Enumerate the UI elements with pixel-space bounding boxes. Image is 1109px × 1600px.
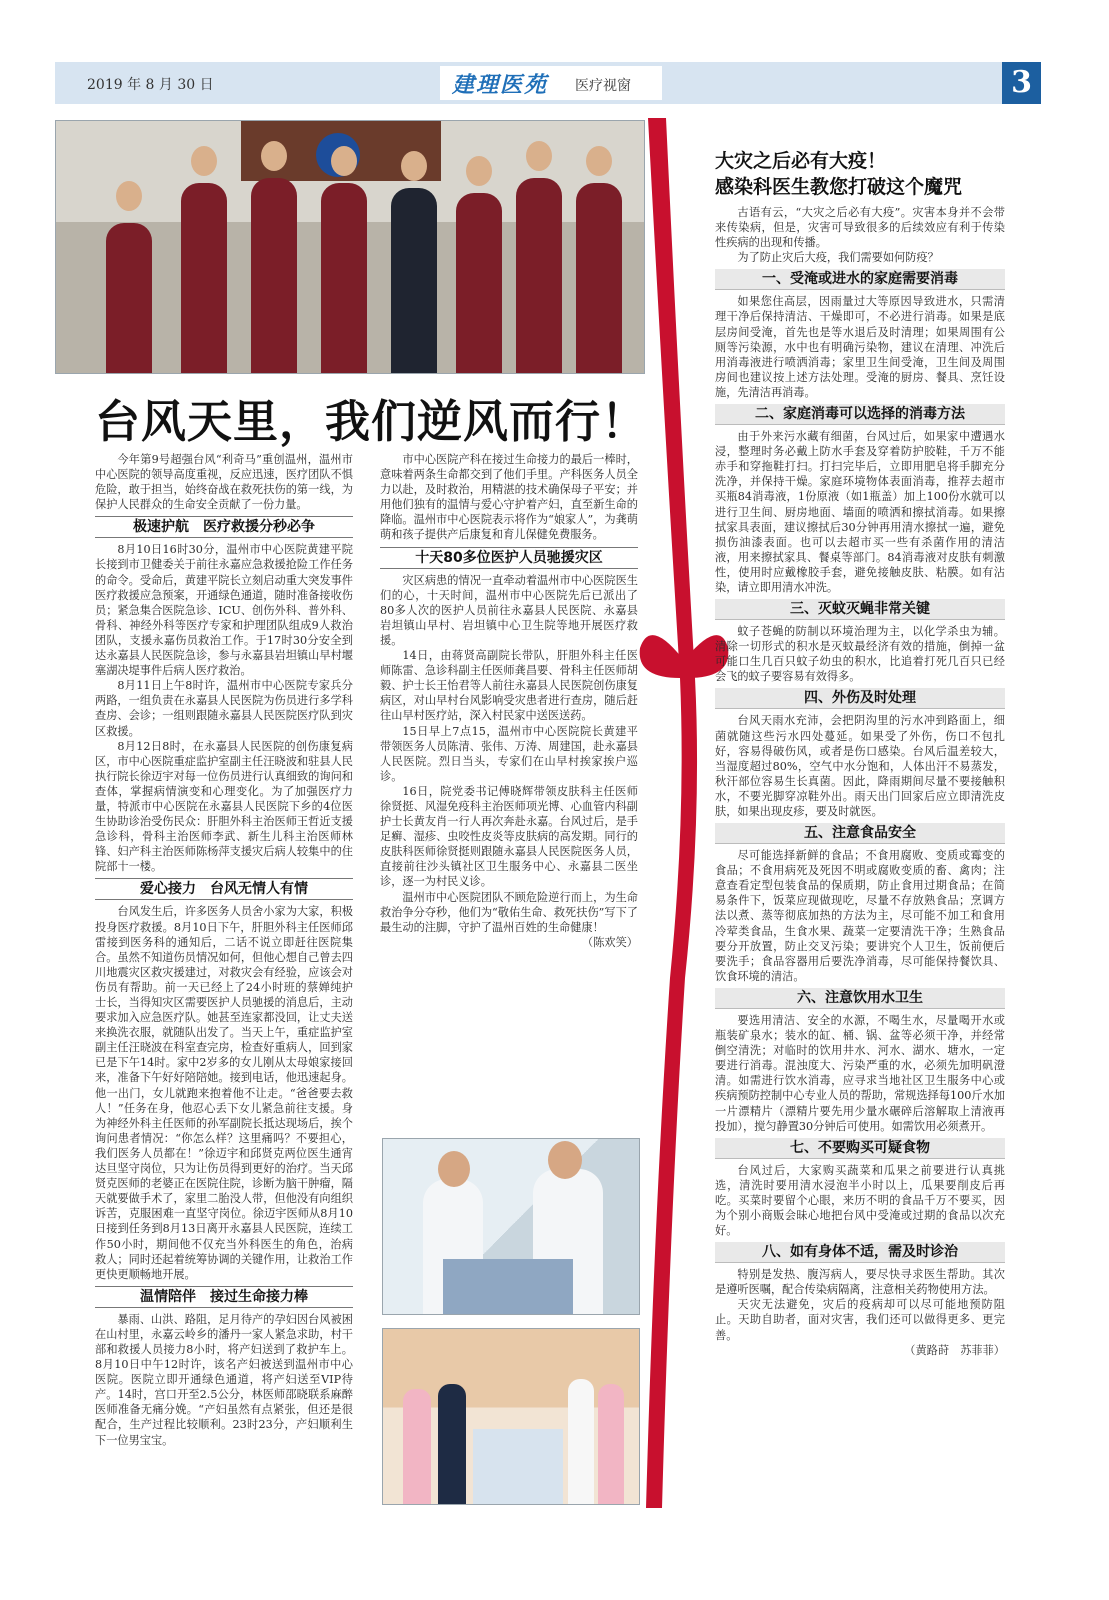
paragraph: 15日早上7点15，温州市中心医院院长黄建平带领医务人员陈清、张伟、万涛、周建国，赴永嘉县人民医院。烈日当头，专家们在山早村挨家挨户巡诊。 xyxy=(380,724,638,783)
side-intro: 为了防止灾后大疫，我们需要如何防疫？ xyxy=(737,251,939,265)
article-author: （陈欢笑） xyxy=(582,935,638,949)
side-article-title xyxy=(715,148,1035,200)
paragraph: 温州市中心医院团队不顾危险逆行而上，为生命救治争分夺秒，他们为“敬佑生命、救死扶伤”写下了最生动的注脚，守护了温州百姓的生命健康！ xyxy=(380,890,638,934)
side-section-heading: 八、如有身体不适，需及时诊治 xyxy=(715,1242,1005,1263)
subhead-ten-days: 十天80多位医护人员驰援灾区 xyxy=(380,547,638,569)
maternity-photo xyxy=(382,1328,640,1505)
side-section-heading: 一、受淹或进水的家庭需要消毒 xyxy=(715,269,1005,290)
paragraph: 台风发生后，许多医务人员舍小家为大家，积极投身医疗救援。8月10日下午，肝胆外科主任医师邱雷接到医务科的通知后，二话不说立即赶往医院集合。虽然不知道伤员情况如何，但他心想自己曾去四川地震灾区救灾援建过，对救灾会有经验，应该会对伤员有帮助。前一天已经上了24小时班的蔡婵纯护士长，当得知灾区需要医护人员驰援的消息后，主动要求加入应急医疗队。她甚至连家都没回，让丈夫送来换洗衣服，就随队出发了。当天上午，重症监护室副主任汪晓波在科室查完房，检查好重病人，回到家已是下午14时。家中2岁多的女儿刚从太母娘家接回来，准备下午好好陪陪她。接到电话，他迅速起身。他一出门，女儿就跑来抱着他不让走。“爸爸要去救人！”任务在身，他忍心丢下女儿紧急前往支援。身为神经外科主任医师的孙军副院长抵达现场后，挨个询问患者情况：“你怎么样？这里痛吗？不要担心，我们医务人员都在！”徐迈宇和邱贤克两位医生通宵达旦坚守岗位，只为让伤员得到更好的治疗。当天邱贤克医师的老婆正在医院住院，诊断为脑干肿瘤，隔天就要做手术了，家里二胎没人带，但他没有向组织诉苦，克服困难一直坚守岗位。徐迈宇医师从8月10日接到任务到8月13日离开永嘉县人民医院，连续工作50小时，期间他不仅充当外科医生的角色，治病救人；同时还起着统筹协调的关键作用，让救治工作更快更顺畅地开展。 xyxy=(95,905,353,1281)
paragraph: 暴雨、山洪、路阻，足月待产的孕妇因台风被困在山村里，永嘉云岭乡的潘丹一家人紧急求助，村干部和救援人员接力8小时，将产妇送到了救护车上。8月10日中午12时许，该名产妇被送到温州市中心医院。医院立即开通绿色通道，将产妇送至VIP待产。14时，宫口开至2.5公分，林医师邵晓联系麻醉医师准备无痛分娩。“产妇虽然有点紧张，但还是很配合，生产过程比较顺利。23时23分，产妇顺利生下一位男宝宝。 xyxy=(95,1312,353,1447)
side-section-heading: 三、灭蚊灭蝇非常关键 xyxy=(715,599,1005,620)
side-section-text: 要选用清洁、安全的水源，不喝生水，尽量喝开水或瓶装矿泉水；装水的缸、桶、锅、盆等必须干净，并经常倒空清洗；对临时的饮用井水、河水、湖水、塘水，一定要进行消毒。混浊度大、污染严重的水，必须先加明矾澄清。如需进行饮水消毒，应寻求当地社区卫生服务中心或疾病预防控制中心专业人员的帮助，常规选择每100斤水加一片漂精片（漂精片要先用少量水碾碎后溶解取上清液再投加），搅匀静置30分钟后可使用。如需饮用必须煮开。 xyxy=(715,1013,1005,1133)
paragraph: 8月10日16时30分，温州市中心医院黄建平院长接到市卫健委关于前往永嘉应急救援抢险工作任务的命令。受命后，黄建平院长立刻启动重大突发事件医疗救援应急预案，开通绿色通道，随时准备接收伤员；紧急集合医院急诊、ICU、创伤外科、普外科、骨科、神经外科等医疗专家和护理团队组成9人救治团队，支援永嘉伤员救治工作。于17时30分安全到达永嘉县人民医院急诊，参与永嘉县岩坦镇山早村堰塞湖决堤事件后病人医疗救治。 xyxy=(95,543,353,678)
side-intro: 古语有云，“大灾之后必有大疫”。灾害本身并不会带来传染病，但是，灾害可导致很多的后续效应有利于传染性疾病的出现和传播。 xyxy=(715,206,1005,250)
paragraph: 14日，由蒋贤高副院长带队，肝胆外科主任医师陈雷、急诊科副主任医师龚昌要、骨科主任医师胡毅、护士长王怡君等人前往永嘉县人民医院创伤康复病区，对山早村台风影响受灾患者进行查房，随后赶往山早村医疗站，深入村民家中送医送药。 xyxy=(380,649,638,723)
paragraph: 灾区病患的情况一直牵动着温州市中心医院医生们的心，十天时间，温州市中心医院先后已派出了80多人次的医护人员前往永嘉县人民医院、永嘉县岩坦镇山早村、岩坦镇中心卫生院等地开展医疗救援。 xyxy=(380,573,638,647)
side-section-heading: 五、注意食品安全 xyxy=(715,823,1005,844)
side-section-text: 蚊子苍蝇的防制以环境治理为主，以化学杀虫为辅。清除一切形式的积水是灭蚊最经济有效的措施，倒掉一盆可能口生几百只蚊子幼虫的积水，比追着打死几百只已经会飞的蚊子要容易有效得多。 xyxy=(715,625,1005,684)
side-section-text: 台风天雨水充沛，会把阴沟里的污水冲到路面上，细菌就随这些污水四处蔓延。如果受了外伤，伤口不包扎好，容易得破伤风，或者是伤口感染。台风后温差较大，当湿度超过80%，空气中水分饱和，人体出汗不易蒸发，秋汗部位容易生长真菌。因此，降雨期间尽量不要接触积水，不要光脚穿凉鞋外出。雨天出门回家后应立即清洗皮肤，如果出现皮疹，要及时就医。 xyxy=(715,714,1005,818)
masthead xyxy=(440,66,662,100)
page-number: 3 xyxy=(1002,62,1041,104)
paragraph: 16日，院党委书记傅晓辉带领皮肤科主任医师徐贤挺、风湿免疫科主治医师项光博、心血管内科副护士长黄友肖一行人再次奔赴永嘉。台风过后，是手足癣、湿疹、虫咬性皮炎等皮肤病的高发期。同行的皮肤科医师徐贤挺则跟随永嘉县人民医院医务人员，直接前往沙头镇社区卫生服务中心、永嘉县二医坐诊，逐一为村民义诊。 xyxy=(380,784,638,889)
article-column-1 xyxy=(95,452,353,1447)
paragraph: 市中心医院产科在接过生命接力的最后一棒时，意味着两条生命都交到了他们手里。产科医务人员全力以赴，及时救治，用精湛的技术确保母子平安；并用他们独有的温情与爱心守护着产妇，直至新生命的降临。温州市中心医院表示将作为“娘家人”，为龚萌萌和孩子提供产后康复和育儿保健免费服务。 xyxy=(380,453,638,542)
subhead-love-relay: 爱心接力 台风无情人有情 xyxy=(95,878,353,900)
section-name: 医疗视窗 xyxy=(575,78,631,94)
side-title-line-1: 大灾之后必有大疫！ xyxy=(715,150,887,172)
side-section-text: 由于外来污水藏有细菌，台风过后，如果家中遭遇水浸，整理时务必戴上防水手套及穿着防护胶鞋，千万不能赤手和穿拖鞋打扫。打扫完毕后，立即用肥皂将手脚充分洗净，并保持干燥。家庭环境物体表面消毒，推荐去超市买瓶84消毒液，1份原液（如1瓶盖）加上100份水就可以进行卫生间、厨房地面、墙面的喷洒和擦拭消毒。如果擦拭家具表面，建议擦拭后30分钟再用清水擦拭一遍，避免损伤油漆表面。也可以去超市买一些有杀菌作用的清洁液，用来擦拭家具、餐桌等部门。84消毒液对皮肤有刺激性，使用时应戴橡胶手套，避免接触皮肤、粘膜。如有沾染，请立即用清水冲洗。 xyxy=(715,430,1005,594)
side-section-text: 尽可能选择新鲜的食品；不食用腐败、变质或霉变的食品；不食用病死及死因不明或腐败变质的畜、禽肉；注意查看定型包装食品的保质期，防止食用过期食品；在简易条件下，饭菜应现做现吃，尽量不存放熟食品；烹调方法以煮、蒸等彻底加热的方法为主，尽可能不加工和食用冷荤类食品，生食水果、蔬菜一定要清洗干净；生熟食品要分开放置，防止交叉污染；要讲究个人卫生，饭前便后要洗手；食品容器用后要洗净消毒，尽可能保持餐饮具、饮食环境的清洁。 xyxy=(715,849,1005,983)
side-section-heading: 二、家庭消毒可以选择的消毒方法 xyxy=(715,404,1005,425)
team-photo xyxy=(55,120,645,374)
page-header xyxy=(55,62,1041,104)
side-item-list xyxy=(715,269,1005,1297)
side-section-heading: 七、不要购买可疑食物 xyxy=(715,1138,1005,1159)
side-article-body xyxy=(715,205,1005,1358)
article-intro: 今年第9号超强台风“利奇马”重创温州，温州市中心医院的领导高度重视，反应迅速，医疗团队不惧危险，敢于担当，始终奋战在救死扶伤的第一线，为保护人民群众的生命安全贡献了一份力量。 xyxy=(95,453,353,512)
side-section-text: 台风过后，大家购买蔬菜和瓜果之前要进行认真挑选，清洗时要用清水浸泡半小时以上，瓜果要削皮后再吃。买菜时要留个心眼，来历不明的食品千万不要买，因为个别小商贩会昧心地把台风中受淹或过期的食品以次充好。 xyxy=(715,1163,1005,1238)
side-section-text: 特别是发热、腹泻病人，要尽快寻求医生帮助。其次是遵听医嘱，配合传染病隔离，注意相关药物使用方法。 xyxy=(715,1268,1005,1297)
issue-date: 2019 年 8 月 30 日 xyxy=(87,77,214,93)
paragraph: 8月12日8时，在永嘉县人民医院的创伤康复病区，市中心医院重症监护室副主任汪晓波和驻县人民执行院长徐迈宇对每一位伤员进行认真细致的询问和查体，掌握病情演变和心理变化。为了加强医疗力量，特派市中心医院在永嘉县人民医院下乡的4位医生协助诊治受伤民众：肝胆外科主治医师王哲近支援急诊科，骨科主治医师李武、新生儿科主治医师林锋、妇产科主治医师陈杨萍支援灾后病人较集中的住院部十一楼。 xyxy=(95,739,353,874)
side-section-heading: 四、外伤及时处理 xyxy=(715,688,1005,709)
subhead-rapid-escort: 极速护航 医疗救援分秒必争 xyxy=(95,516,353,538)
side-author: （黄路莳 苏菲菲） xyxy=(904,1343,1005,1357)
side-section-text: 如果您住高层，因雨量过大等原因导致进水，只需清理干净后保持清洁、干燥即可，不必进行消毒。如果是底层房间受淹，首先也是等水退后及时清理；如果周围有公厕等污染源，水中也有明确污染物，建议在清理、冲洗后用消毒液进行喷洒消毒；家里卫生间受淹，卫生间及周围房间也建议按上述方法处理。受淹的厨房、餐具、烹饪设施，先清洁再消毒。 xyxy=(715,295,1005,399)
article-column-2 xyxy=(380,452,638,950)
bedside-photo xyxy=(382,1138,640,1315)
paragraph: 8月11日上午8时许，温州市中心医院专家兵分两路，一组负责在永嘉县人民医院为伤员进行多学科查房、会诊；一组则跟随永嘉县人民医院医疗队到灾区救援。 xyxy=(95,679,353,738)
masthead-logo: 建理医苑 xyxy=(452,72,549,98)
subhead-warm-companion: 温情陪伴 接过生命接力棒 xyxy=(95,1286,353,1308)
article-headline: 台风天里，我们逆风而行！ xyxy=(95,395,648,448)
side-section-heading: 六、注意饮用水卫生 xyxy=(715,988,1005,1009)
side-title-line-2: 感染科医生教您打破这个魔咒 xyxy=(715,176,963,198)
side-outro: 天灾无法避免，灾后的疫病却可以尽可能地预防阻止。天助自助者，面对灾害，我们还可以做得更多、更完善。 xyxy=(715,1298,1005,1342)
